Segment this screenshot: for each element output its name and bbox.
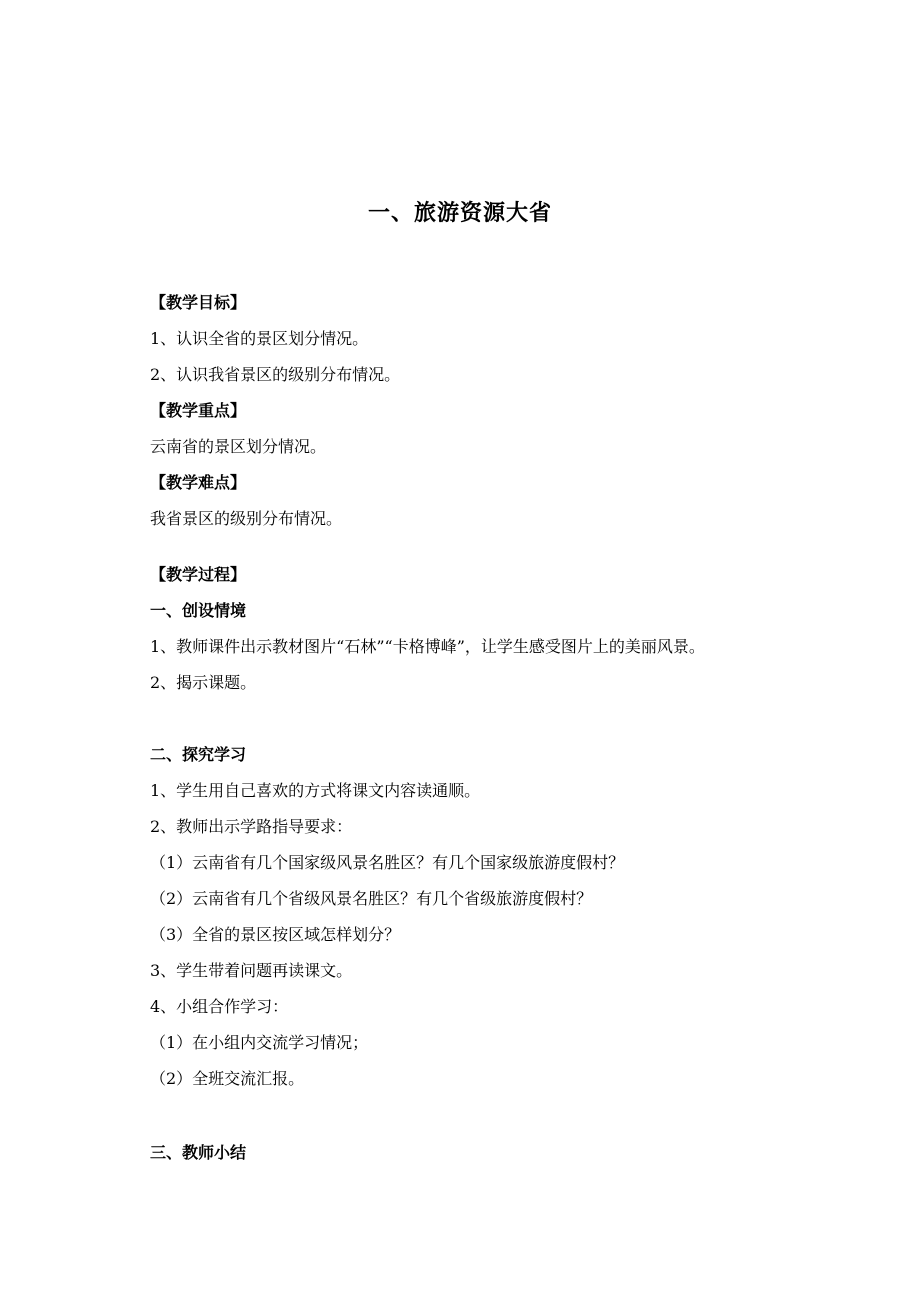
part2-item-2: 2、教师出示学路指导要求： bbox=[150, 817, 353, 836]
part2-item-1: 1、学生用自己喜欢的方式将课文内容读通顺。 bbox=[150, 781, 481, 800]
difficulty-text: 我省景区的级别分布情况。 bbox=[150, 509, 343, 528]
part1-item-1: 1、教师课件出示教材图片“石林”“卡格博峰”，让学生感受图片上的美丽风景。 bbox=[150, 637, 705, 656]
part2-subitem-4: （1）在小组内交流学习情况； bbox=[150, 1033, 369, 1052]
goals-heading: 【教学目标】 bbox=[150, 293, 247, 312]
part2-subitem-2: （2）云南省有几个省级风景名胜区？有几个省级旅游度假村？ bbox=[150, 889, 593, 908]
key-point-heading: 【教学重点】 bbox=[150, 401, 247, 420]
page-title: 一、旅游资源大省 bbox=[367, 201, 552, 226]
process-heading: 【教学过程】 bbox=[150, 565, 247, 584]
part2-heading: 二、探究学习 bbox=[150, 745, 247, 764]
part2-subitem-5: （2）全班交流汇报。 bbox=[150, 1069, 305, 1088]
key-point-text: 云南省的景区划分情况。 bbox=[150, 437, 327, 456]
part2-subitem-1: （1）云南省有几个国家级风景名胜区？有几个国家级旅游度假村？ bbox=[150, 853, 625, 872]
part1-heading: 一、创设情境 bbox=[150, 601, 247, 620]
part3-heading: 三、教师小结 bbox=[150, 1143, 247, 1162]
difficulty-heading: 【教学难点】 bbox=[150, 473, 247, 492]
part2-subitem-3: （3）全省的景区按区域怎样划分？ bbox=[150, 925, 401, 944]
goal-item-1: 1、认识全省的景区划分情况。 bbox=[150, 329, 369, 348]
part1-item-2: 2、揭示课题。 bbox=[150, 673, 257, 692]
part2-item-3: 3、学生带着问题再读课文。 bbox=[150, 961, 353, 980]
goal-item-2: 2、认识我省景区的级别分布情况。 bbox=[150, 365, 401, 384]
part2-item-4: 4、小组合作学习： bbox=[150, 997, 289, 1016]
